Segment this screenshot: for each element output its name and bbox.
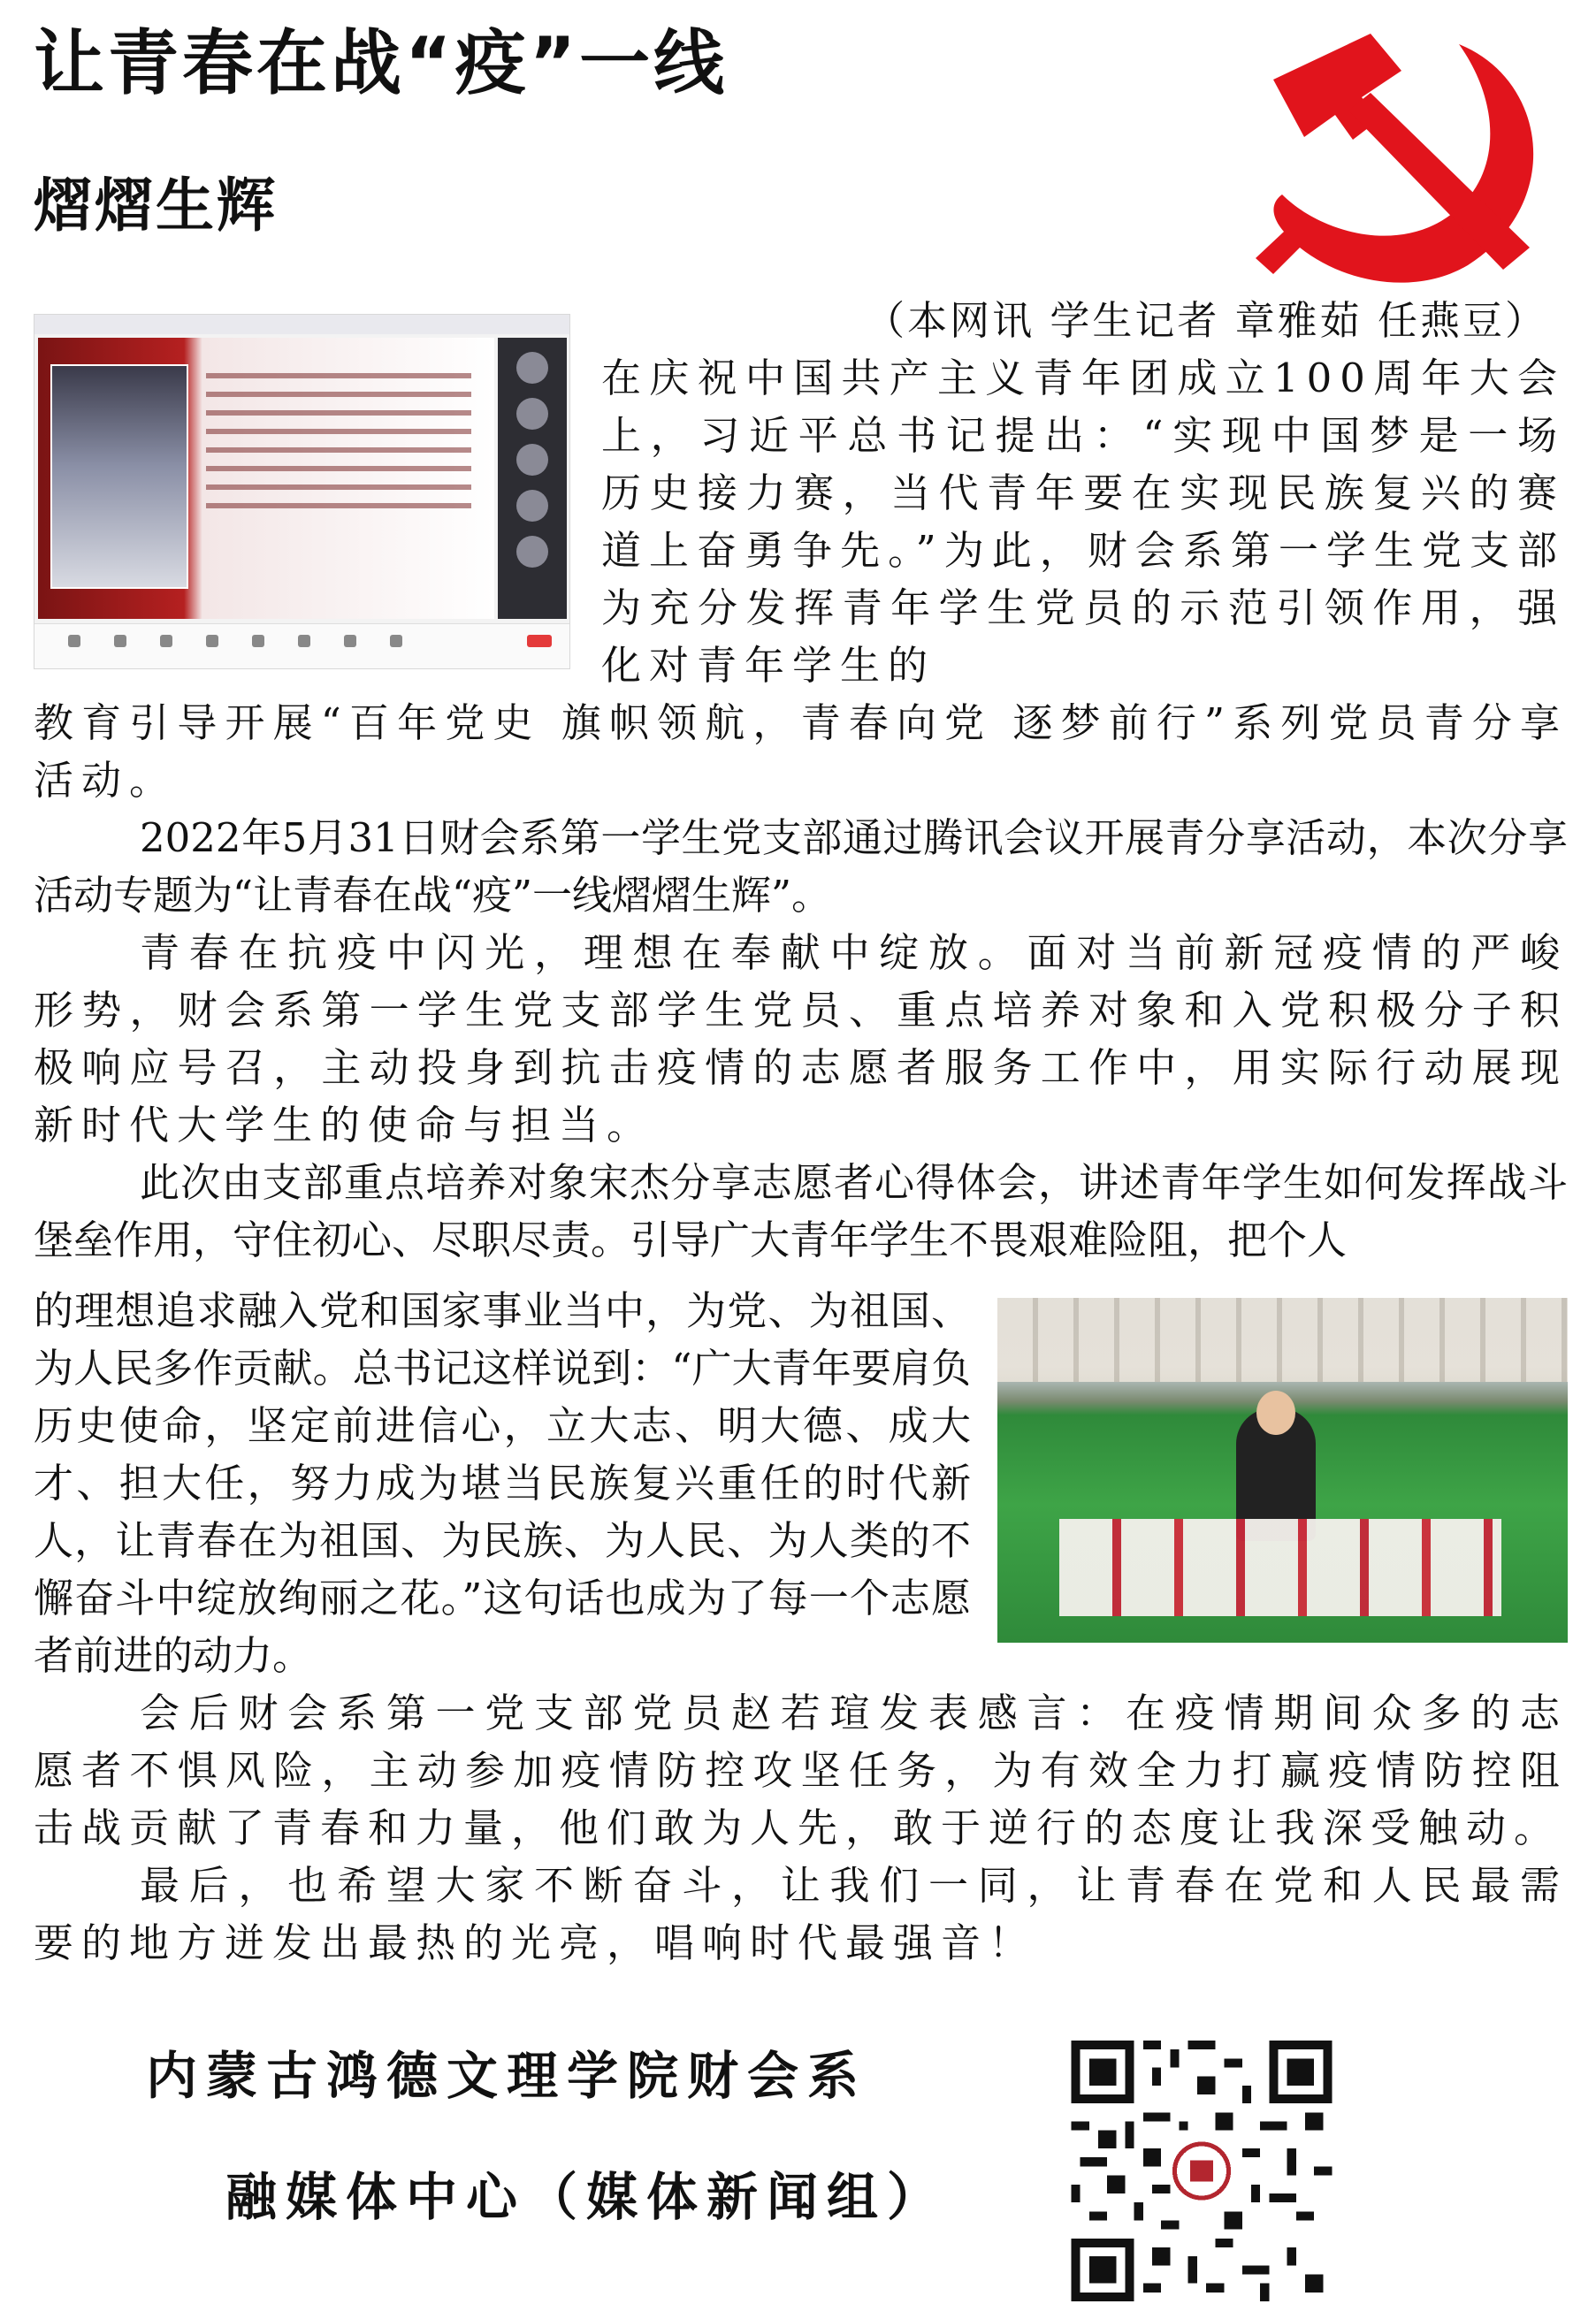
byline: （本网讯 学生记者 章雅茹 任燕豆）: [865, 297, 1547, 344]
volunteer-award-photo: [997, 1298, 1568, 1643]
qr-code: [1065, 2041, 1338, 2301]
page-title: 让青春在战“疫”一线: [34, 22, 729, 104]
paragraph-4: 此次由支部重点培养对象宋杰分享志愿者心得体会，讲述青年学生如何发挥战斗堡垒作用，守住初心、尽职尽责。引导广大青年学生不畏艰难险阻，把个人: [34, 1159, 1568, 1263]
paragraph-5: 会后财会系第一党支部党员赵若瑄发表感言：在疫情期间众多的志愿者不惧风险，主动参加疫情防控攻坚任务，为有效全力打赢疫情防控阻击战贡献了青春和力量，他们敢为人先，敢于逆行的态度让我深受触动。: [34, 1690, 1568, 1851]
article-body-bottom: [34, 1684, 1568, 1972]
meeting-screenshot: [34, 314, 570, 669]
hammer-sickle-icon: [1238, 27, 1556, 292]
org-department: 融媒体中心（媒体新闻组）: [225, 2167, 948, 2227]
article-intro: [601, 292, 1565, 694]
paragraph-6: 最后，也希望大家不断奋斗，让我们一同，让青春在党和人民最需要的地方迸发出最热的光亮，唱响时代最强音！: [34, 1862, 1568, 1966]
article-body-middle: [34, 1282, 971, 1684]
paragraph-1-lead: 在庆祝中国共产主义青年团成立100周年大会上，习近平总书记提出：“实现中国梦是一场历史接力赛，当代青年要在实现民族复兴的赛道上奋勇争先。”为此，财会系第一学生党支部为充分发挥青年学生党员的示范引领作用，强化对青年学生的: [601, 355, 1565, 689]
page-subtitle: 熠熠生辉: [34, 172, 278, 240]
paragraph-2: 2022年5月31日财会系第一学生党支部通过腾讯会议开展青分享活动，本次分享活动专题为“让青春在战“疫”一线熠熠生辉”。: [34, 814, 1568, 919]
paragraph-4-rest: 的理想追求融入党和国家事业当中，为党、为祖国、为人民多作贡献。总书记这样说到：“广大青年要肩负历史使命，坚定前进信心，立大志、明大德、成大才、担大任，努力成为堪当民族复兴重任的时代新人，让青春在为祖国、为民族、为人民、为人类的不懈奋斗中绽放绚丽之花。”这句话也成为了每一个志愿者前进的动力。: [34, 1287, 971, 1679]
paragraph-1-rest: 教育引导开展“百年党史 旗帜领航，青春向党 逐梦前行”系列党员青分享活动。: [34, 699, 1568, 804]
article-body-top: [34, 694, 1568, 1269]
volunteer-photo: [50, 364, 188, 589]
paragraph-3: 青春在抗疫中闪光，理想在奉献中绽放。面对当前新冠疫情的严峻形势，财会系第一学生党支部学生党员、重点培养对象和入党积极分子积极响应号召，主动投身到抗击疫情的志愿者服务工作中，用实际行动展现新时代大学生的使命与担当。: [34, 929, 1568, 1148]
org-name: 内蒙古鸿德文理学院财会系: [146, 2046, 868, 2106]
